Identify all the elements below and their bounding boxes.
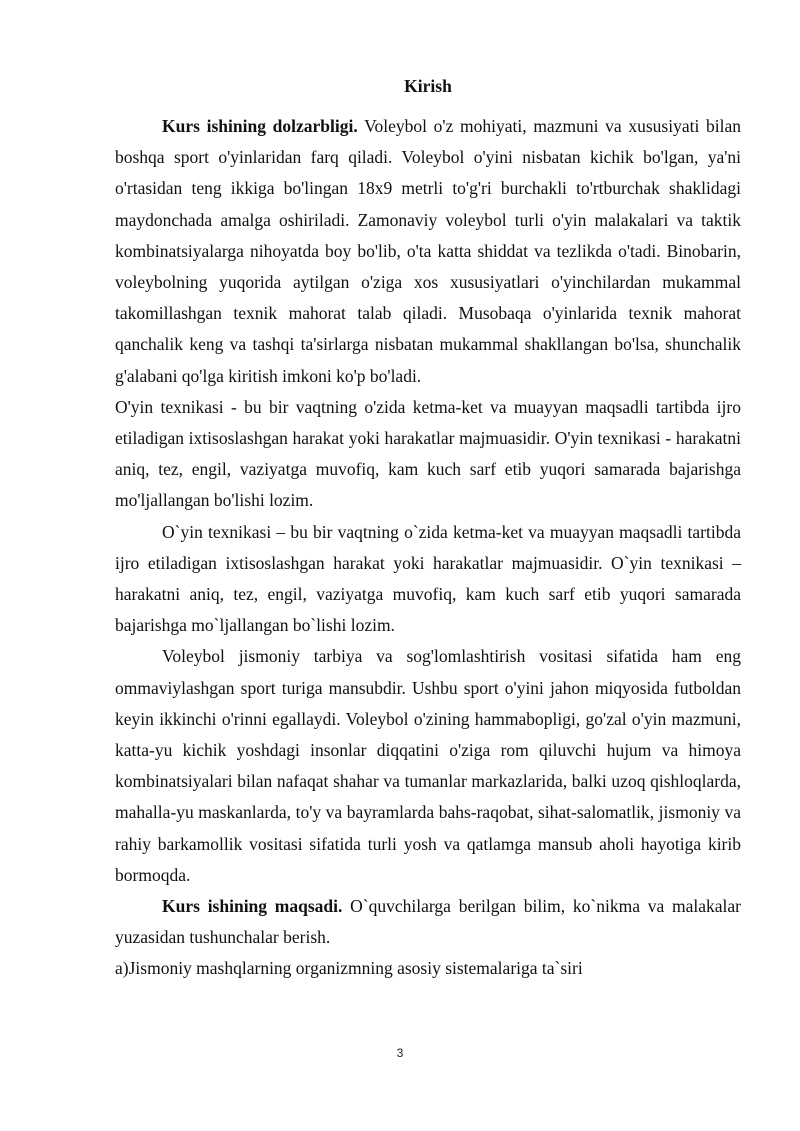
document-page (115, 70, 741, 985)
section-title: Kirish (404, 76, 452, 96)
page-number: 3 (396, 1046, 404, 1060)
paragraph-lead-relevance: Kurs ishining dolzarbligi. (162, 116, 358, 136)
paragraph-goal (115, 891, 741, 953)
paragraph-volleyball-role (115, 641, 741, 891)
paragraph-relevance (115, 111, 741, 392)
paragraph-text-game-technique: O'yin texnikasi - bu bir vaqtning o'zida ketma-ket va muayyan maqsadli tartibda ijro etiladigan ixtisoslashgan harakat yoki harakatlar majmuasidir. O'yin texnikasi - harakatni aniq, tez, engil, vaziyatga muvofiq, kam kuch sarf etib yuqori samarada bajarishga mo'ljallangan bo'lishi lozim. (115, 396, 741, 511)
paragraph-text-volleyball-role: Voleybol jismoniy tarbiya va sog'lomlashtirish vositasi sifatida ham eng ommaviylashgan sport turiga mansubdir. Ushbu sport o'yini jahon miqyosida futboldan keyin ikkinchi o'rinni egallaydi. Voleybol o'zining hammabopligi, go'zal o'yin mazmuni, katta-yu kichik yoshdagi insonlar diqqatini o'ziga rom qiluvchi hujum va himoya kombinatsiyalari bilan nafaqat shahar va tumanlar markazlarida, balki uzoq qishloqlarda, mahalla-yu maskanlarda, to'y va bayramlarda bahs-raqobat, sihat-salomatlik, jismoniy va rahiy barkamollik vositasi sifatida turli yosh va qatlamga mansub aholi hayotiga kirib bormoqda. (115, 646, 741, 885)
paragraph-game-technique-repeat (115, 517, 741, 642)
paragraph-game-technique (115, 392, 741, 517)
paragraph-text-goal: O`quvchilarga berilgan bilim, ko`nikma va malakalar yuzasidan tushunchalar berish. (115, 896, 742, 948)
paragraph-text-relevance: Voleybol o'z mohiyati, mazmuni va xususiyati bilan boshqa sport o'yinlaridan farq qiladi. Voleybol o'yini nisbatan kichik bo'lgan, ya'ni o'rtasidan teng ikkiga bo'lingan 18x9 metrli to'g'ri burchakli to'rtburchak shaklidagi maydonchada amalga oshiriladi. Zamonaviy voleybol turli o'yin malakalari va taktik kombinatsiyalarga nihoyatda boy bo'lib, o'ta katta shiddat va tezlikda o'tadi. Binobarin, voleybolning yuqorida aytilgan o'ziga xos xususiyatlari o'yinchilardan mukammal takomillashgan texnik mahorat talab qiladi. Musobaqa o'yinlarida texnik mahorat qanchalik keng va tashqi ta'sirlarga nisbatan mukammal shakllangan bo'lsa, shunchalik g'alabani qo'lga kiritish imkoni ko'p bo'ladi. (115, 116, 741, 386)
paragraph-lead-goal: Kurs ishining maqsadi. (162, 896, 343, 917)
paragraph-text-list-item-a: a)Jismoniy mashqlarning organizmning asosiy sistemalariga ta`siri (115, 958, 583, 979)
paragraph-list-item-a (115, 953, 741, 984)
paragraph-text-game-technique-repeat: O`yin texnikasi – bu bir vaqtning o`zida ketma-ket va muayyan maqsadli tartibda ijro etiladigan ixtisoslashgan harakat yoki harakatlar majmuasidir. O`yin texnikasi – harakatni aniq, tez, engil, vaziyatga muvofiq, kam kuch sarf etib yuqori samarada bajarishga mo`ljallangan bo`lishi lozim. (115, 521, 741, 636)
